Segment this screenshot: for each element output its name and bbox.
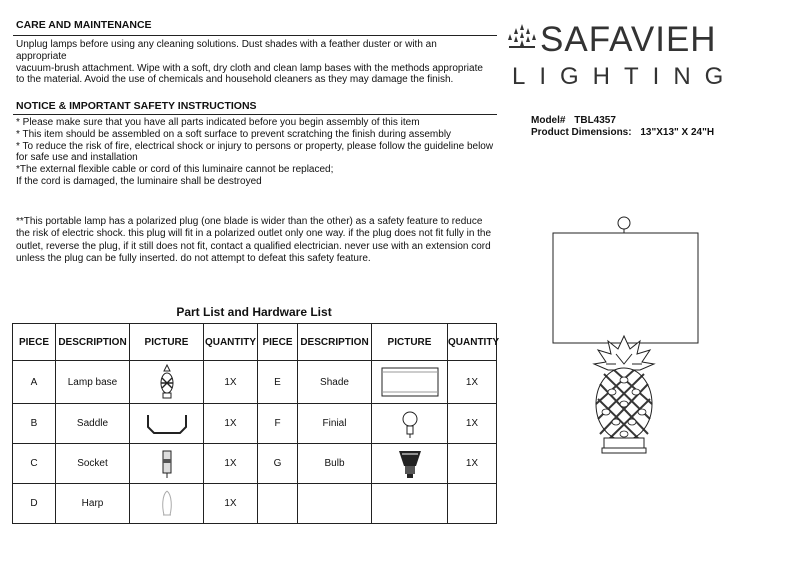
description-cell: Shade bbox=[298, 361, 372, 404]
header-quantity: QUANTITY bbox=[448, 324, 497, 361]
model-label: Model# bbox=[531, 115, 566, 126]
notice-list bbox=[16, 117, 498, 188]
dimensions-value: 13"X13" X 24"H bbox=[640, 127, 715, 138]
description-cell: Lamp base bbox=[56, 361, 130, 404]
header-piece: PIECE bbox=[13, 324, 56, 361]
description-cell bbox=[298, 484, 372, 524]
notice-divider bbox=[13, 114, 497, 115]
picture-cell bbox=[372, 361, 448, 404]
model-number: TBL4357 bbox=[574, 115, 616, 126]
header-description: DESCRIPTION bbox=[56, 324, 130, 361]
piece-cell: B bbox=[13, 404, 56, 444]
table-header-row bbox=[13, 324, 497, 361]
brand-name: SAFAVIEH bbox=[540, 20, 717, 59]
picture-cell bbox=[130, 361, 204, 404]
picture-cell bbox=[372, 444, 448, 484]
description-cell: Bulb bbox=[298, 444, 372, 484]
piece-cell: E bbox=[258, 361, 298, 404]
header-description: DESCRIPTION bbox=[298, 324, 372, 361]
quantity-cell bbox=[448, 484, 497, 524]
dimensions-line bbox=[531, 127, 714, 138]
description-cell: Harp bbox=[56, 484, 130, 524]
care-text: Unplug lamps before using any cleaning solutions. Dust shades with a feather duster or with an appropriate vacuum-brush attachment. Wipe with a soft, dry cloth and clean lamp bases with the methods appropriate to the material. Avoid the use of chemicals and household cleaners as they may damage the finish. bbox=[16, 39, 483, 86]
quantity-cell: 1X bbox=[448, 444, 497, 484]
header-picture: PICTURE bbox=[372, 324, 448, 361]
quantity-cell: 1X bbox=[204, 404, 258, 444]
care-divider bbox=[13, 35, 497, 36]
notice-title: NOTICE & IMPORTANT SAFETY INSTRUCTIONS bbox=[16, 100, 257, 112]
notice-item: * This item should be assembled on a soft surface to prevent scratching the finish during assembly bbox=[16, 128, 452, 140]
saddle-icon bbox=[144, 411, 190, 437]
piece-cell: C bbox=[13, 444, 56, 484]
shade-icon bbox=[380, 364, 440, 400]
lamp-base-icon bbox=[159, 363, 175, 401]
bulb-icon bbox=[396, 448, 424, 480]
header-quantity: QUANTITY bbox=[204, 324, 258, 361]
care-title: CARE AND MAINTENANCE bbox=[16, 19, 152, 31]
dimensions-label: Product Dimensions: bbox=[531, 127, 632, 138]
picture-cell bbox=[130, 404, 204, 444]
socket-icon bbox=[160, 449, 174, 479]
notice-item: * To reduce the risk of fire, electrical shock or injury to persons or property, please follow the guideline below for safe use and installation bbox=[16, 140, 494, 164]
piece-cell: F bbox=[258, 404, 298, 444]
finial-icon bbox=[401, 409, 419, 439]
quantity-cell: 1X bbox=[204, 361, 258, 404]
notice-item: If the cord is damaged, the luminaire shall be destroyed bbox=[16, 175, 262, 187]
table-row bbox=[13, 404, 497, 444]
lamp-illustration bbox=[540, 214, 720, 456]
lamp-shade-outline bbox=[553, 233, 698, 343]
header-piece: PIECE bbox=[258, 324, 298, 361]
header-picture: PICTURE bbox=[130, 324, 204, 361]
piece-cell bbox=[258, 484, 298, 524]
table-row bbox=[13, 361, 497, 404]
quantity-cell: 1X bbox=[448, 404, 497, 444]
notice-item: * Please make sure that you have all parts indicated before you begin assembly of this item bbox=[16, 117, 420, 128]
quantity-cell: 1X bbox=[204, 444, 258, 484]
table-row bbox=[13, 484, 497, 524]
safavieh-logo-mark-icon bbox=[506, 24, 538, 50]
polarized-plug-notice: **This portable lamp has a polarized plug (one blade is wider than the other) as a safety feature to reduce the risk of electric shock. this plug will fit in a polarized outlet only one way. if the plug does not fit fully in the outlet, reverse the plug, if it still does not fit, contact a qualified electrician. never use with an extension cord unless the plug can be fully inserted. do not attempt to defeat this safety feature. bbox=[16, 216, 492, 265]
piece-cell: G bbox=[258, 444, 298, 484]
picture-cell bbox=[130, 444, 204, 484]
picture-cell bbox=[130, 484, 204, 524]
model-line bbox=[531, 115, 616, 126]
brand-sub: LIGHTING bbox=[512, 63, 738, 90]
quantity-cell: 1X bbox=[204, 484, 258, 524]
harp-icon bbox=[160, 489, 174, 519]
parts-table bbox=[12, 323, 500, 524]
description-cell: Socket bbox=[56, 444, 130, 484]
piece-cell: D bbox=[13, 484, 56, 524]
picture-cell bbox=[372, 484, 448, 524]
notice-item: *The external flexible cable or cord of this luminaire cannot be replaced; bbox=[16, 164, 334, 176]
piece-cell: A bbox=[13, 361, 56, 404]
table-row bbox=[13, 444, 497, 484]
parts-title: Part List and Hardware List bbox=[176, 305, 332, 319]
description-cell: Finial bbox=[298, 404, 372, 444]
picture-cell bbox=[372, 404, 448, 444]
description-cell: Saddle bbox=[56, 404, 130, 444]
quantity-cell: 1X bbox=[448, 361, 497, 404]
